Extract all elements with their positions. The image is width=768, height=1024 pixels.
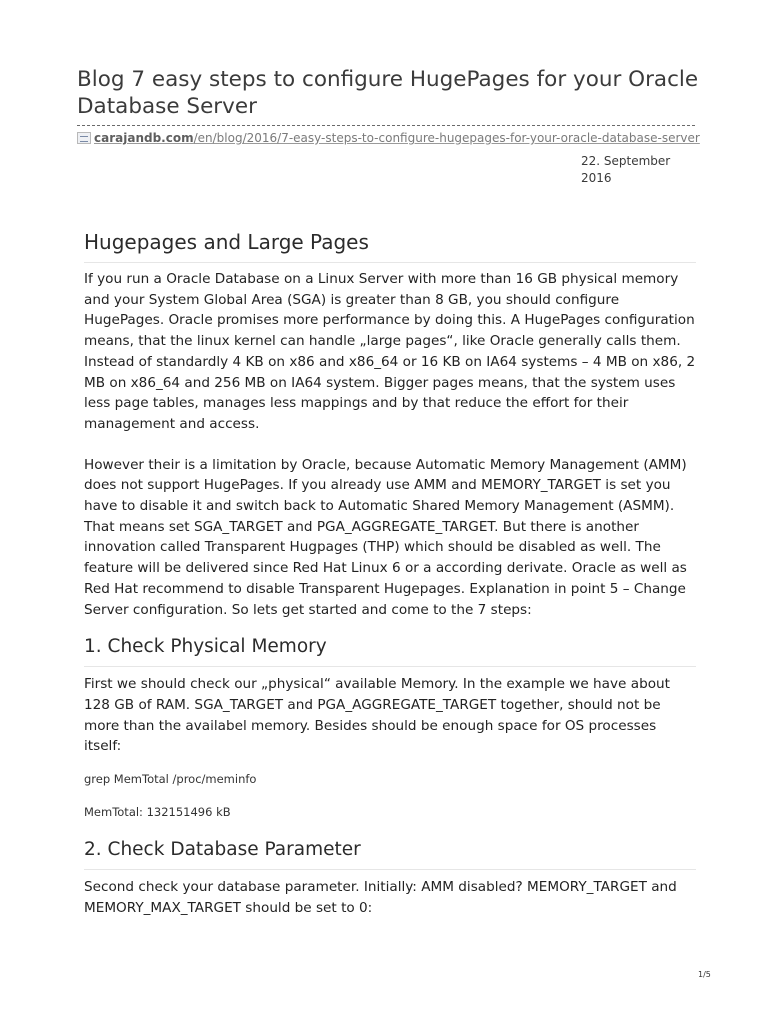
source-path: /en/blog/2016/7-easy-steps-to-configure-hugepages-for-your-oracle-database-server: [193, 131, 700, 145]
step-1-output: MemTotal: 132151496 kB: [84, 805, 231, 820]
publish-date: 22. September 2016: [581, 154, 671, 185]
source-url-row: [77, 130, 700, 146]
source-link[interactable]: [94, 131, 700, 145]
step-2-text: Second check your database parameter. Initially: AMM disabled? MEMORY_TARGET and MEMORY_MAX_TARGET should be set to 0:: [84, 879, 677, 916]
page-title: Blog 7 easy steps to configure HugePages for your Oracle Database Server: [77, 67, 699, 119]
title-divider: [77, 125, 695, 126]
site-favicon-icon: [77, 132, 91, 144]
source-domain: carajandb.com: [94, 131, 194, 145]
step-1-command: grep MemTotal /proc/meminfo: [84, 772, 257, 787]
intro-paragraph-2: However their is a limitation by Oracle, because Automatic Memory Management (AMM) does not support HugePages. If you already use AMM and MEMORY_TARGET is set you have to disable it and switch back to Automatic Shared Memory Management (ASMM). That means set SGA_TARGET and PGA_AGGREGATE_TARGET. But there is another innovation called Transparent Hugpages (THP) which should be disabled as well. The feature will be delivered since Red Hat Linux 6 or a according derivate. Oracle as well as Red Hat recommend to disable Transparent Hugepages. Explanation in point 5 – Change Server configuration. So lets get started and come to the 7 steps:: [84, 456, 687, 618]
page-number: 1/5: [698, 970, 711, 979]
step-1-heading: 1. Check Physical Memory: [84, 634, 696, 667]
step-1-text: First we should check our „physical“ available Memory. In the example we have about 128 GB of RAM. SGA_TARGET and PGA_AGGREGATE_TARGET together, should not be more than the availabel memory. Besides should be enough space for OS processes itself:: [84, 676, 670, 755]
intro-paragraph-1: If you run a Oracle Database on a Linux Server with more than 16 GB physical memory and your System Global Area (SGA) is greater than 8 GB, you should configure HugePages. Oracle promises more performance by doing this. A HugePages configuration means, that the linux kernel can handle „large pages“, like Oracle generally calls them. Instead of standardly 4 KB on x86 and x86_64 or 16 KB on IA64 systems – 4 MB on x86, 2 MB on x86_64 and 256 MB on IA64 system. Bigger pages means, that the system uses less page tables, manages less mappings and by that reduce the effort for their management and access.: [84, 271, 696, 432]
step-2-heading: 2. Check Database Parameter: [84, 837, 696, 870]
article-body: [84, 228, 696, 918]
section-heading: Hugepages and Large Pages: [84, 228, 696, 263]
